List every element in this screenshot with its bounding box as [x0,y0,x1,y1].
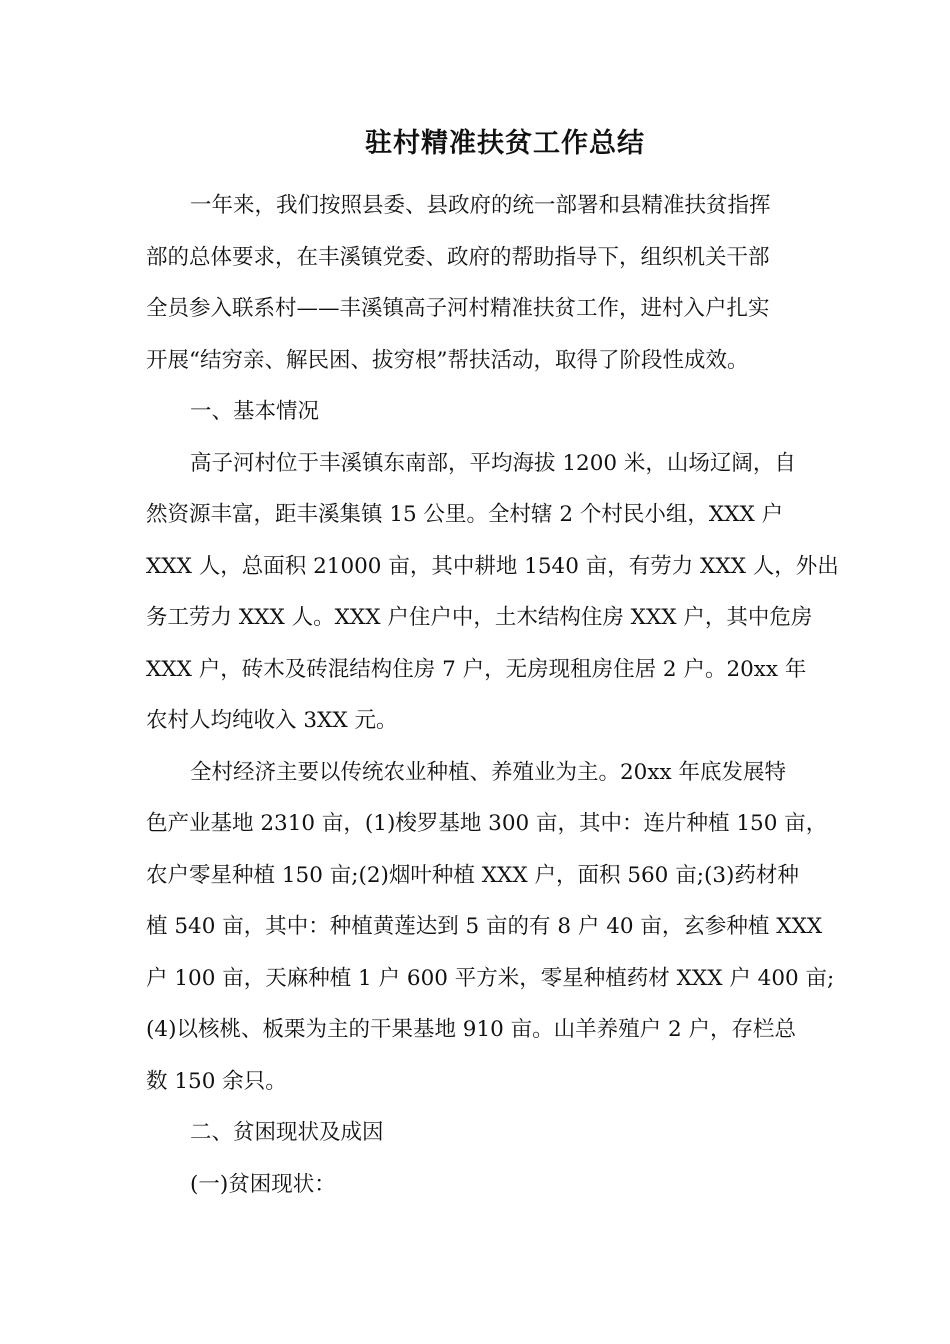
document-title: 驻村精准扶贫工作总结 [365,128,645,159]
text-line: 农村人均纯收入 3XX 元。 [146,708,398,733]
text-line: 然资源丰富，距丰溪集镇 15 公里。全村辖 2 个村民小组，XXX 户 [146,502,784,527]
subheading-poverty-status [146,1159,826,1211]
text-line: 务工劳力 XXX 人。XXX 户住户中，土木结构住房 XXX 户，其中危房 [146,605,813,630]
paragraph-economy [146,747,835,1108]
subsection-heading: (一)贫困现状： [190,1171,336,1197]
text-line: 全村经济主要以传统农业种植、养殖业为主。20xx 年底发展特 [190,759,786,785]
document-body [146,180,839,1210]
text-line: 农户零星种植 150 亩;(2)烟叶种植 XXX 户，面积 560 亩;(3)药材种 [146,862,799,888]
section-heading-basic-situation [146,386,826,438]
section-heading-poverty-status [146,1107,826,1159]
section-heading: 二、贫困现状及成因 [190,1120,384,1145]
text-line: XXX 户，砖木及砖混结构住房 7 户，无房现租房住居 2 户。20xx 年 [146,656,807,682]
text-line: 全员参入联系村——丰溪镇高子河村精准扶贫工作，进村入户扎实 [146,296,770,321]
text-line: 植 540 亩，其中：种植黄莲达到 5 亩的有 8 户 40 亩，玄参种植 XXX [146,914,823,939]
text-line: 部的总体要求，在丰溪镇党委、政府的帮助指导下，组织机关干部 [146,244,770,270]
text-line: XXX 人，总面积 21000 亩，其中耕地 1540 亩，有劳力 XXX 人，外出 [146,553,839,579]
text-line: 数 150 余只。 [146,1068,287,1094]
text-line: (4)以核桃、板栗为主的干果基地 910 亩。山羊养殖户 2 户，存栏总 [146,1017,797,1042]
text-line: 开展“结穷亲、解民困、拔穷根”帮扶活动，取得了阶段性成效。 [146,347,749,373]
paragraph-village-overview [146,438,839,747]
text-line: 一年来，我们按照县委、县政府的统一部署和县精准扶贫指挥 [190,193,771,218]
text-line: 户 100 亩，天麻种植 1 户 600 平方米，零星种植药材 XXX 户 400 亩; [146,965,835,991]
section-heading: 一、基本情况 [190,399,320,424]
text-line: 色产业基地 2310 亩，(1)梭罗基地 300 亩，其中：连片种植 150 亩， [146,811,828,836]
paragraph-intro [146,180,826,386]
text-line: 高子河村位于丰溪镇东南部，平均海拔 1200 米，山场辽阔，自 [190,450,796,476]
